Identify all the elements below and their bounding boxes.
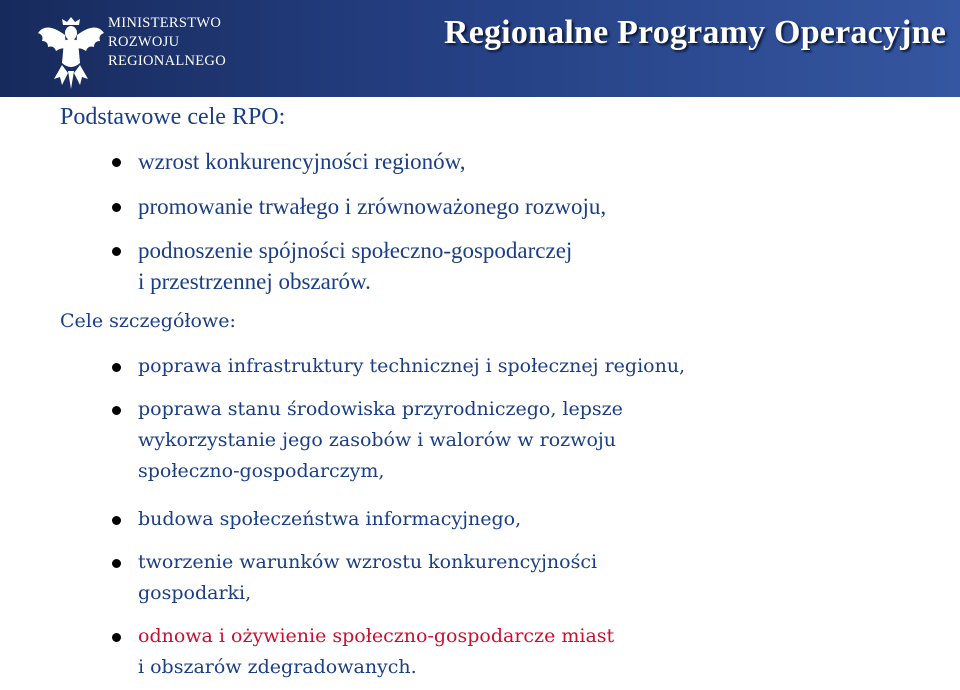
ministry-line: ROZWOJU <box>108 34 180 50</box>
list-item-text: poprawa infrastruktury technicznej i społecznej regionu, <box>138 355 686 377</box>
bullet-icon <box>112 247 121 256</box>
list-item <box>138 191 938 222</box>
bullet-icon <box>112 158 121 167</box>
list-item-text: wzrost konkurencyjności regionów, <box>138 149 466 174</box>
list-item-text: wykorzystanie jego zasobów i walorów w rozwoju <box>138 429 617 451</box>
header-banner <box>0 0 960 97</box>
list-item-text: gospodarki, <box>138 582 252 604</box>
list-item-text: i przestrzennej obszarów. <box>138 269 371 294</box>
list-item-text: tworzenie warunków wzrostu konkurencyjności <box>138 551 598 573</box>
list-item-text: promowanie trwałego i zrównoważonego rozwoju, <box>138 194 607 219</box>
list-item-text: podnoszenie spójności społeczno-gospodarczej <box>138 238 573 263</box>
bullet-icon <box>112 633 121 642</box>
list-item-highlighted <box>138 621 938 683</box>
bullet-icon <box>112 363 121 372</box>
ministry-line: MINISTERSTWO <box>108 15 222 31</box>
list-item <box>138 547 938 609</box>
section-heading-basic-goals: Podstawowe cele RPO: <box>60 104 286 130</box>
bullet-icon <box>112 406 121 415</box>
list-item <box>138 394 938 487</box>
polish-eagle-icon <box>36 13 106 91</box>
list-item <box>138 504 938 535</box>
ministry-line: REGIONALNEGO <box>108 53 226 69</box>
ministry-name <box>108 14 226 71</box>
bullet-icon <box>112 203 121 212</box>
section-heading-specific-goals: Cele szczegółowe: <box>60 310 236 332</box>
list-item-text: odnowa i ożywienie społeczno-gospodarcze miast <box>138 625 615 647</box>
list-item <box>138 146 938 177</box>
list-item-text: i obszarów zdegradowanych. <box>138 656 417 678</box>
bullet-icon <box>112 559 121 568</box>
list-item-text: poprawa stanu środowiska przyrodniczego, lepsze <box>138 398 623 420</box>
list-item <box>138 235 938 297</box>
list-item <box>138 351 938 382</box>
list-item-text: budowa społeczeństwa informacyjnego, <box>138 508 522 530</box>
bullet-icon <box>112 516 121 525</box>
page-title: Regionalne Programy Operacyjne <box>443 14 946 51</box>
list-item-text: społeczno-gospodarczym, <box>138 460 385 482</box>
